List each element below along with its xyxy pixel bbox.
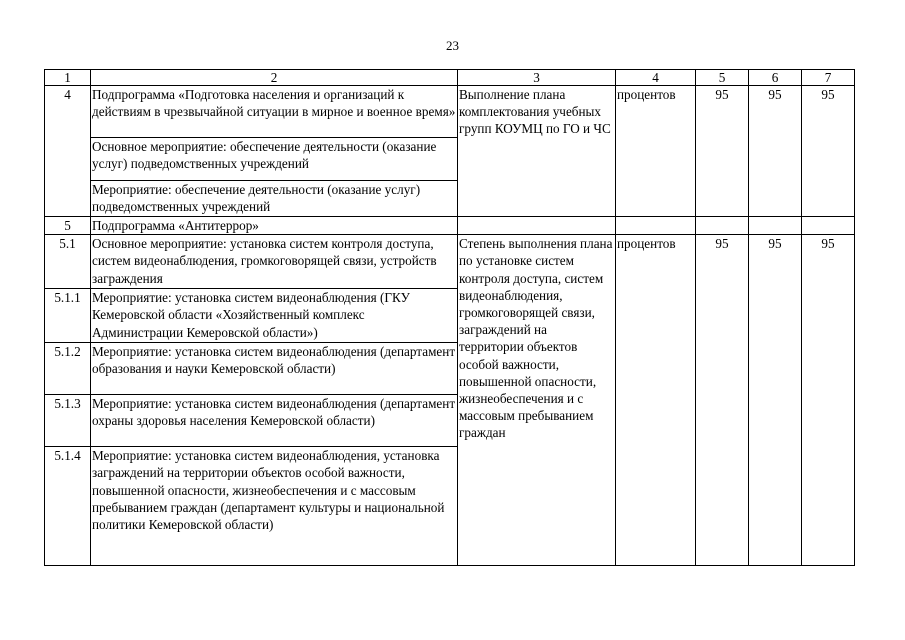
row-number: 5.1 [45,235,91,289]
event-cell: Мероприятие: установка систем видеонаблюдения (департамент охраны здоровья населения Кемеровской области) [91,395,458,447]
column-header: 5 [696,70,749,86]
column-header: 7 [802,70,855,86]
value-cell: 95 [802,235,855,566]
main-event-cell: Основное мероприятие: установка систем контроля доступа, систем видеонаблюдения, громкоговорящей связи, устройств заграждения [91,235,458,289]
main-event-cell: Основное мероприятие: обеспечение деятельности (оказание услуг) подведомственных учреждений [91,138,458,181]
program-table [44,69,855,566]
indicator-cell: Степень выполнения плана по установке систем контроля доступа, систем видеонаблюдения, громкоговорящей связи, заграждений на территории объектов особой важности, повышенной опасности, жизнеобеспечения и с массовым пребыванием граждан [458,235,616,566]
value-cell: 95 [802,86,855,217]
column-header: 6 [749,70,802,86]
page-number: 23 [446,38,459,53]
column-header: 4 [616,70,696,86]
indicator-cell: Выполнение плана комплектования учебных групп КОУМЦ по ГО и ЧС [458,86,616,217]
column-header: 3 [458,70,616,86]
row-number: 5.1.1 [45,289,91,343]
event-cell: Мероприятие: установка систем видеонаблюдения, установка заграждений на территории объектов особой важности, повышенной опасности, жизнеобеспечения и с массовым пребыванием граждан (департамент культуры и национальной политики Кемеровской области) [91,447,458,566]
row-number: 5.1.4 [45,447,91,566]
subprogram-title: Подпрограмма «Антитеррор» [91,217,458,235]
row-number: 5 [45,217,91,235]
table-row [45,235,855,289]
column-header: 2 [91,70,458,86]
event-cell: Мероприятие: установка систем видеонаблюдения (департамент образования и науки Кемеровской области) [91,343,458,395]
event-cell: Мероприятие: установка систем видеонаблюдения (ГКУ Кемеровской области «Хозяйственный комплекс Администрации Кемеровской области») [91,289,458,343]
row-number: 5.1.2 [45,343,91,395]
table-row [45,86,855,138]
value-cell: 95 [696,235,749,566]
value-cell: 95 [749,235,802,566]
value-cell: 95 [696,86,749,217]
subprogram-title: Подпрограмма «Подготовка населения и организаций к действиям в чрезвычайной ситуации в мирное и военное время» [91,86,458,138]
unit-cell: процентов [616,235,696,566]
value-cell: 95 [749,86,802,217]
row-number: 4 [45,86,91,217]
event-cell: Мероприятие: обеспечение деятельности (оказание услуг) подведомственных учреждений [91,181,458,217]
unit-cell: процентов [616,86,696,217]
row-number: 5.1.3 [45,395,91,447]
column-number-row [45,70,855,86]
table-row [45,217,855,235]
column-header: 1 [45,70,91,86]
